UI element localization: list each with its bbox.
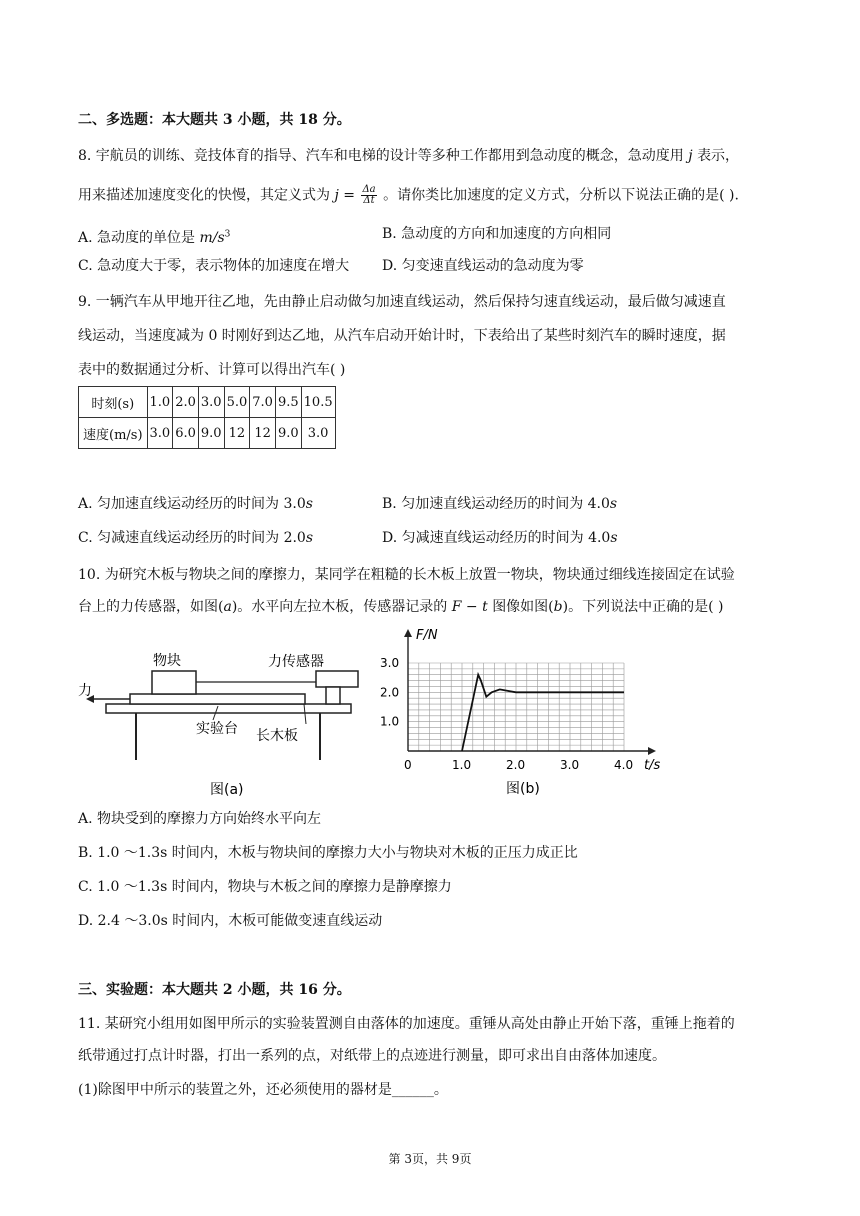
table-cell-time: 9.5 [275, 387, 301, 418]
x-tick-label: 4.0 [614, 758, 634, 772]
q9-option-a-unit: s [305, 496, 313, 512]
table-header-speed: 速度(m/s) [79, 418, 148, 449]
table-cell-time: 5.0 [224, 387, 250, 418]
block [152, 671, 196, 694]
q9-line3: 表中的数据通过分析、计算可以得出汽车( ) [78, 362, 346, 378]
q8-line1 [78, 146, 739, 166]
q8-line2 [78, 185, 739, 206]
q9-options-row2 [78, 528, 778, 548]
table-cell-speed: 12 [250, 418, 276, 449]
figure-b-caption: 图(b) [506, 781, 540, 797]
q8-option-a[interactable] [78, 230, 230, 246]
q10-option-a[interactable]: A. 物块受到的摩擦力方向始终水平向左 [78, 811, 322, 827]
x-tick-label: 1.0 [452, 758, 472, 772]
q11-line3: (1)除图甲中所示的装置之外，还必须使用的器材是______。 [78, 1082, 448, 1098]
q9-option-d-unit: s [610, 530, 618, 546]
q8-option-a-text: A. 急动度的单位是 [78, 229, 196, 246]
table-cell-time: 2.0 [173, 387, 199, 418]
q10-option-c[interactable]: C. 1.0 ～1.3s 时间内，物块与木板之间的摩擦力是静摩擦力 [78, 879, 452, 895]
y-tick-label: 2.0 [380, 685, 400, 700]
table-header-time: 时刻(s) [79, 387, 148, 418]
y-tick-label: 1.0 [380, 714, 400, 729]
table-cell-speed: 9.0 [275, 418, 301, 449]
table-row-time [79, 387, 336, 418]
q8-options-row2 [78, 256, 778, 276]
chart-grid [408, 663, 624, 751]
q8-option-b[interactable]: B. 急动度的方向和加速度的方向相同 [382, 226, 612, 242]
q10-line2-text-c: 图像如图( [492, 599, 554, 615]
q10-ft-expression: F − t [451, 599, 488, 615]
q10-line2 [78, 597, 723, 617]
q9-option-a[interactable] [78, 496, 313, 512]
q10-line2-text-b: )。水平向左拉木板，传感器记录的 [231, 599, 448, 615]
table-cell-speed: 6.0 [173, 418, 199, 449]
figure-a-apparatus [78, 640, 368, 805]
q9-option-c[interactable] [78, 530, 313, 546]
q9-option-b[interactable] [382, 494, 617, 514]
q8-options-row1 [78, 224, 778, 248]
q11-line1: 11. 某研究小组用如图甲所示的实验装置测自由落体的加速度。重锤从高处由静止开始下落，重锤上拖着的 [78, 1016, 735, 1032]
q11-line2: 纸带通过打点计时器，打出一系列的点，对纸带上的点迹进行测量，即可求出自由落体加速度。 [78, 1048, 666, 1064]
q9-option-a-text: A. 匀加速直线运动经历的时间为 3.0 [78, 496, 306, 512]
q8-option-d[interactable]: D. 匀变速直线运动的急动度为零 [382, 258, 584, 274]
table-row-speed [79, 418, 336, 449]
y-tick-label: 3.0 [380, 656, 400, 670]
q8-equation: j = [334, 187, 355, 204]
table-cell-time: 1.0 [147, 387, 173, 418]
y-tick-labels [380, 656, 399, 729]
q8-line1-text-a: 8. 宇航员的训练、竞技体育的指导、汽车和电梯的设计等多种工作都用到急动度的概念，急动度用 [78, 148, 684, 164]
q9-option-b-unit: s [609, 496, 618, 512]
q10-option-d[interactable]: D. 2.4 ～3.0s 时间内，木板可能做变速直线运动 [78, 913, 383, 929]
force-label: 力 [78, 683, 92, 699]
q8-fraction-numerator: Δa [362, 184, 376, 195]
table-cell-time: 10.5 [301, 387, 335, 418]
figure-a-caption: 图(a) [210, 782, 244, 798]
q8-line2-text-a: 用来描述加速度变化的快慢，其定义式为 [78, 187, 330, 204]
table-cell-speed: 3.0 [147, 418, 173, 449]
table-cell-time: 7.0 [250, 387, 276, 418]
q10-fig-a-ref: a [223, 599, 232, 615]
table-cell-speed: 3.0 [301, 418, 335, 449]
long-board [130, 694, 305, 704]
x-tick-labels [404, 758, 633, 772]
q10-option-b[interactable]: B. 1.0 ～1.3s 时间内，木板与物块间的摩擦力大小与物块对木板的正压力成正比 [78, 845, 578, 861]
y-axis-arrow-icon [404, 629, 412, 637]
force-sensor [316, 671, 358, 687]
section3-heading: 三、实验题：本大题共 2 小题，共 16 分。 [78, 982, 351, 998]
lab-table-label: 实验台 [196, 721, 238, 737]
x-tick-label: 0 [404, 758, 412, 772]
q8-option-a-exponent: 3 [224, 229, 231, 239]
q9-option-d-text: D. 匀减速直线运动经历的时间为 4.0 [382, 530, 611, 546]
table-cell-time: 3.0 [198, 387, 224, 418]
q9-line1: 9. 一辆汽车从甲地开往乙地，先由静止启动做匀加速直线运动，然后保持匀速直线运动，最后做匀减速直 [78, 294, 726, 310]
y-axis-label: F/N [416, 628, 438, 643]
long-board-label: 长木板 [256, 728, 298, 744]
q10-line2-text-d: )。下列说法中正确的是( ) [562, 599, 724, 615]
figure-b-chart [370, 625, 670, 805]
q8-option-a-unit: m/s [199, 229, 225, 246]
sensor-label: 力传感器 [268, 654, 324, 670]
q8-line2-text-b: 。请你类比加速度的定义方式，分析以下说法正确的是( ). [383, 187, 739, 204]
q9-line2: 线运动，当速度减为 0 时刚好到达乙地，从汽车启动开始计时，下表给出了某些时刻汽车的瞬时速度，据 [78, 328, 726, 344]
q9-option-c-unit: s [305, 530, 314, 546]
page-footer: 第 3页，共 9页 [388, 1152, 472, 1166]
q8-jerk-symbol: j [688, 148, 693, 164]
q8-option-c[interactable]: C. 急动度大于零，表示物体的加速度在增大 [78, 258, 350, 274]
q10-line2-text-a: 台上的力传感器，如图( [78, 599, 224, 615]
q8-line1-text-b: 表示， [697, 148, 740, 164]
q9-options-row1 [78, 494, 778, 514]
q9-data-table [78, 386, 336, 449]
section2-heading: 二、多选题：本大题共 3 小题，共 18 分。 [78, 112, 351, 128]
q10-fig-b-ref: b [553, 599, 563, 615]
block-label: 物块 [153, 653, 181, 669]
sensor-mount [326, 687, 340, 704]
q10-line1: 10. 为研究木板与物块之间的摩擦力，某同学在粗糙的长木板上放置一物块，物块通过细线连接固定在试验 [78, 567, 735, 583]
q8-fraction [361, 185, 376, 206]
q9-option-c-text: C. 匀减速直线运动经历的时间为 2.0 [78, 530, 306, 546]
x-tick-label: 2.0 [506, 758, 526, 772]
x-axis-arrow-icon [648, 747, 656, 755]
q9-option-d[interactable] [382, 528, 618, 548]
table-cell-speed: 9.0 [198, 418, 224, 449]
table-cell-speed: 12 [224, 418, 250, 449]
lab-table-top [106, 704, 351, 713]
x-axis-label: t/s [644, 758, 661, 773]
q8-fraction-denominator: Δt [363, 195, 375, 206]
x-tick-label: 3.0 [560, 758, 580, 772]
q9-option-b-text: B. 匀加速直线运动经历的时间为 4.0 [382, 496, 610, 512]
